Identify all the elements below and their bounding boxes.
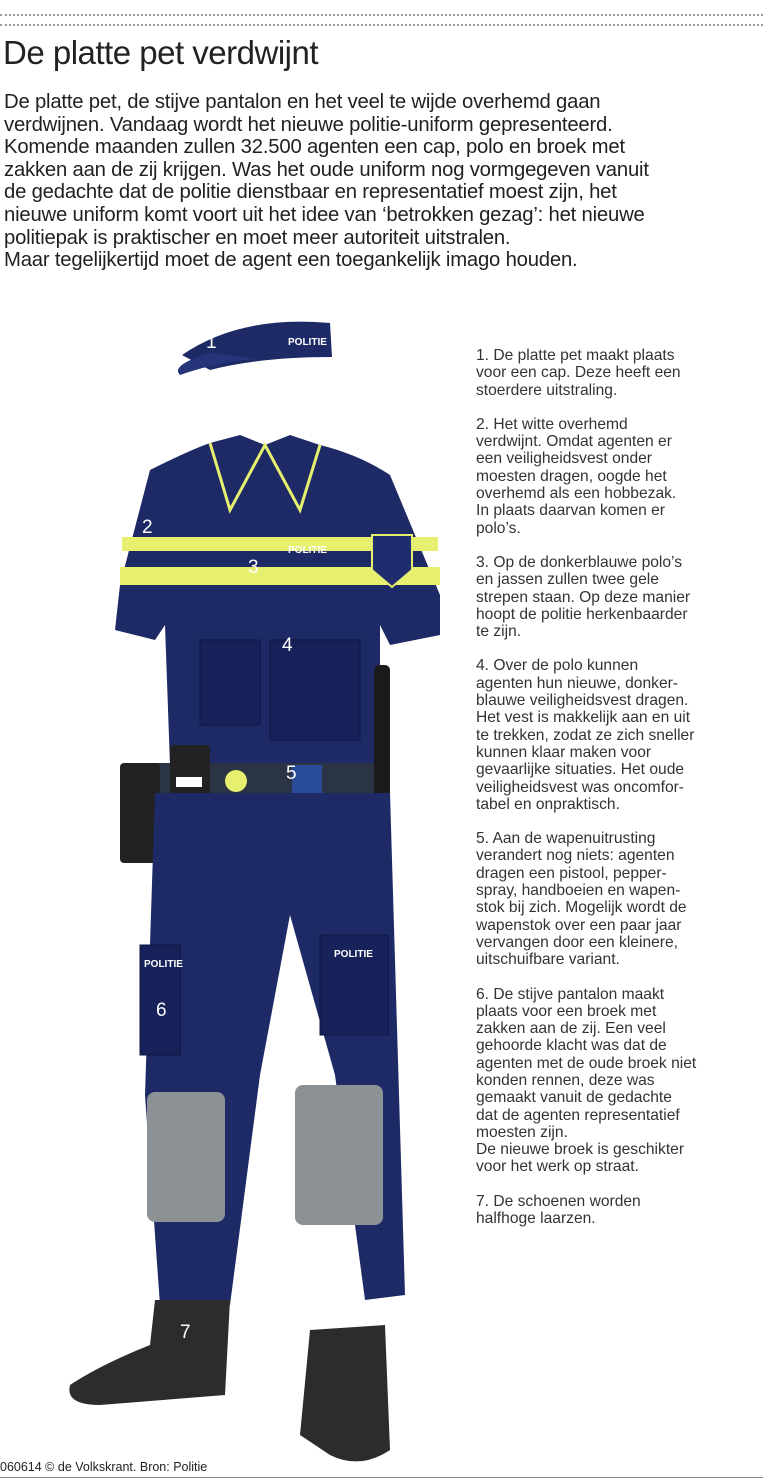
leg-badge-text-left: POLITIE: [144, 959, 183, 970]
note-7: 7. De schoenen worden halfhoge laarzen.: [476, 1192, 641, 1228]
marker-3: 3: [248, 557, 259, 578]
uniform-illustration: [60, 295, 460, 1465]
cap-badge-text: POLITIE: [288, 337, 327, 348]
top-dotted-rule: [0, 14, 763, 16]
pants-illustration: [140, 793, 405, 1305]
note-3: 3. Op de donkerblauwe polo’s en jassen zullen twee gele strepen staan. Op deze manier hoopt de politie herkenbaarder te zijn.: [476, 553, 691, 641]
note-1: 1. De platte pet maakt plaats voor een cap. Deze heeft een stoerdere uitstraling.: [476, 347, 681, 399]
intro-paragraph: De platte pet, de stijve pantalon en het veel te wijde overhemd gaan verdwijnen. Vandaag wordt het nieuwe politie-uniform gepresenteerd. Komende maanden zullen 32.500 agenten een cap, polo en broek met zakken aan de zij krijgen. Was het oude uniform nog vormgegeven vanuit de gedachte dat de politie dienstbaar en representatief moest zijn, het nieuwe uniform komt voort uit het idee van ‘betrokken gezag’: het nieuwe politiepak is praktischer en moet meer autoriteit uitstralen. Maar tegelijkertijd moet de agent een toegankelijk imago houden.: [4, 91, 649, 272]
polo-illustration: [115, 435, 440, 765]
chest-badge-text: POLITIE: [288, 545, 327, 556]
top-dotted-rule-2: [0, 24, 763, 26]
boots-illustration: [69, 1300, 390, 1461]
cap-illustration: [178, 322, 332, 375]
marker-4: 4: [282, 635, 293, 656]
page-title: De platte pet verdwijnt: [3, 34, 319, 71]
numbered-notes: [476, 347, 763, 1244]
note-5: 5. Aan de wapenuitrusting verandert nog niets: agenten dragen een pistool, pepper- spray, handboeien en wapen- stok bij zich. Mogelijk wordt de wapenstok over een paar jaar vervangen door een kleinere, uitschuifbare variant.: [476, 830, 687, 969]
leg-badge-text-right: POLITIE: [334, 949, 373, 960]
marker-1: 1: [206, 332, 217, 353]
credit-footer: 060614 © de Volkskrant. Bron: Politie: [0, 1460, 208, 1474]
marker-5: 5: [286, 763, 297, 784]
marker-7: 7: [180, 1322, 191, 1343]
note-2: 2. Het witte overhemd verdwijnt. Omdat agenten er een veiligheidsvest onder moesten dragen, oogde het overhemd als een hobbezak. In plaats daarvan komen er polo’s.: [476, 415, 677, 537]
note-6: 6. De stijve pantalon maakt plaats voor een broek met zakken aan de zij. Een veel gehoorde klacht was dat de agenten met de oude broek niet konden rennen, deze was gemaakt vanuit de gedachte dat de agenten representatief moesten zijn. De nieuwe broek is geschikter voor het werk op straat.: [476, 985, 697, 1176]
marker-6: 6: [156, 1000, 167, 1021]
marker-2: 2: [142, 517, 153, 538]
note-4: 4. Over de polo kunnen agenten hun nieuwe, donker- blauwe veiligheidsvest dragen. Het vest is makkelijk aan en uit te trekken, zodat ze zich sneller kunnen klaar maken voor gevaarlijke situaties. Het oude veiligheidsvest was oncomfor- tabel en onpraktisch.: [476, 657, 695, 813]
bottom-rule: [0, 1477, 763, 1478]
